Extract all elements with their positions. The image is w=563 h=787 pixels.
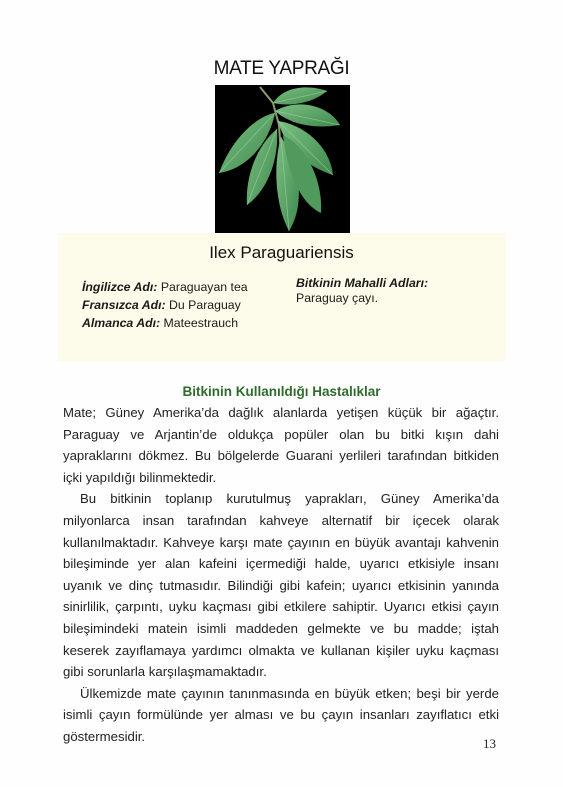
english-name-value: Paraguayan tea: [160, 280, 248, 294]
section-heading: Bitkinin Kullanıldığı Hastalıklar: [182, 384, 381, 399]
french-name-label: Fransızca Adı:: [82, 298, 166, 312]
german-name-row: [82, 314, 248, 332]
foreign-names: [82, 278, 248, 332]
mate-leaves-photo: [215, 85, 350, 233]
french-name-value: Du Paraguay: [169, 298, 241, 312]
paragraph: Bu bitkinin toplanıp kurutulmuş yaprakları, Güney Amerika’da milyonlarca insan tarafından kahveye alternatif bir içecek olarak kullanılmaktadır. Kahveye karşı mate çayının en büyük avantajı kahvenin bileşiminde yer alan kafeini içermediği halde, uyarıcı etkisiyle insanı uyanık ve dinç tutmasıdır. Bilindiği gibi kafein; uyarıcı etkisinin yanında sinirlilik, çarpıntı, uyku kaçması gibi etkilere sahiptir. Uyarıcı etkisi çayın bileşimindeki matein isimli maddeden gelmekte ve bu madde; iştah keserek zayıflamaya yardımcı olmakta ve kullanan kişiler uyku kaçması gibi sorunlarla karşılaşmamaktadır.: [63, 491, 499, 680]
paragraph: Ülkemizde mate çayının tanınmasında en büyük etken; beşi bir yerde isimli çayın formülünde yer alması ve bu çayın insanları zayıflatıcı etki göstermesidir.: [63, 685, 499, 744]
local-names-value: Paraguay çayı.: [296, 291, 379, 305]
paragraph: Mate; Güney Amerika’da dağlık alanlarda yetişen küçük bir ağaçtır. Paraguay ve Arjantin’de oldukça popüler olan bu bitki kışın dahi yapraklarını dökmez. Bu bölgelerde Guarani yerlileri tarafından bitkiden içki yapıldığı bilinmektedir.: [63, 405, 499, 485]
english-name-row: [82, 278, 248, 296]
german-name-label: Almanca Adı:: [82, 316, 161, 330]
french-name-row: [82, 296, 248, 314]
body-text: [63, 402, 499, 748]
latin-name: Ilex Paraguariensis: [209, 243, 354, 262]
page-number: 13: [483, 736, 496, 751]
page-title: MATE YAPRAĞI: [213, 58, 350, 79]
german-name-value: Mateestrauch: [163, 316, 239, 330]
local-names-label: Bitkinin Mahalli Adları:: [296, 276, 429, 290]
english-name-label: İngilizce Adı:: [82, 280, 158, 294]
local-names: [296, 276, 428, 306]
